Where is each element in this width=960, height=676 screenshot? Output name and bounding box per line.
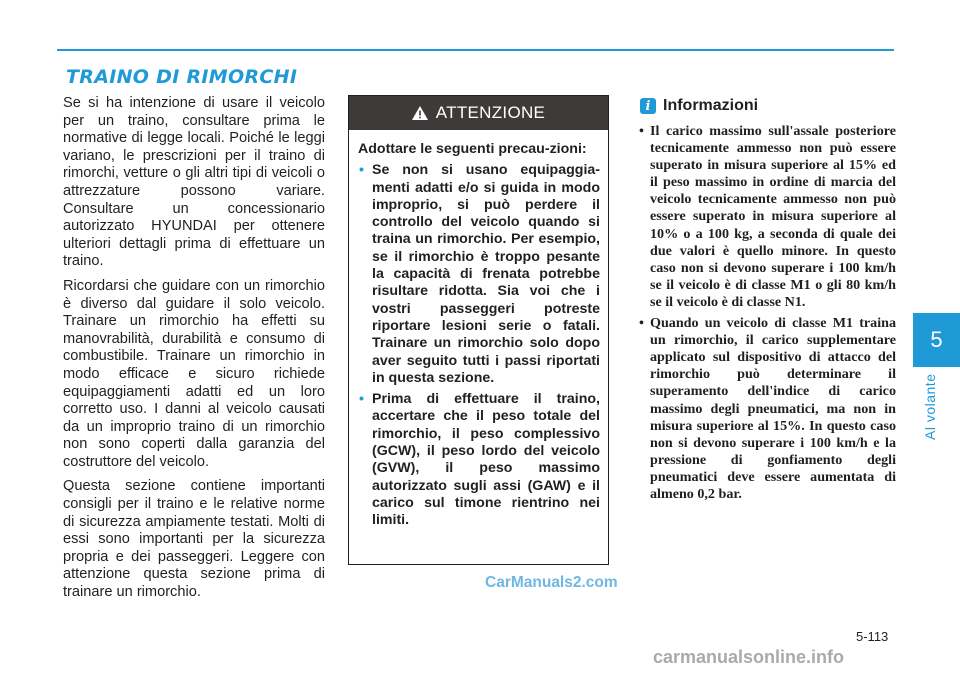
warning-item-text: Prima di effettuare il traino, accertare che il peso totale del rimorchio, il peso complessivo (GCW), il peso lordo del veicolo (GVW), il peso massimo autorizzato sugli assi (GAW) e il carico sul timone rientrino nei limiti. [372, 391, 600, 529]
info-header [640, 97, 896, 115]
page-number: 5-113 [856, 629, 889, 644]
info-title: Informazioni [663, 97, 759, 114]
bullet-icon: • [639, 315, 644, 332]
bullet-icon: • [359, 391, 364, 408]
info-item [640, 315, 896, 503]
warning-item-text: Se non si usano equipaggia-menti adatti e/o si guida in modo improprio, si può perdere il controllo del veicolo quando si traina un rimorchio. Per esempio, se il rimorchio è troppo pesante la capacità di frenata potrebbe risultare ridotta. Sia voi che i vostri passeggeri potreste riportare lesioni serie o fatali. Trainare un rimorchio solo dopo aver seguito tutti i passi riportati in questa sezione. [372, 162, 600, 386]
intro-paragraph-2: Ricordarsi che guidare con un rimorchio è diverso dal guidare il solo veicolo. Trainare un rimorchio ha effetti su manovrabilità, durabilità e consumo di combustibile. Trainare un rimorchio in modo efficace e sicuro richiede equipaggiamenti adatti ed un loro corretto uso. I danni al veicolo causati da un improprio traino di un rimorchio non sono coperti dalla garanzia del costruttore del veicolo. [63, 277, 325, 470]
footer-site-url[interactable]: carmanualsonline.info [653, 647, 845, 667]
intro-paragraph-3: Questa sezione contiene importanti consigli per il traino e le relative norme di sicurezza ampiamente testati. Molti di essi sono importanti per la sicurezza propria e dei passeggeri. Leggere con attenzione questa sezione prima di trainare un rimorchio. [63, 478, 325, 601]
warning-body [349, 130, 608, 530]
warning-item [358, 162, 600, 387]
warning-title: ATTENZIONE [435, 103, 546, 122]
intro-paragraph-1: Se si ha intenzione di usare il veicolo per un traino, consultare prima le normative di legge locali. Poiché le leggi variano, le prescrizioni per il traino di rimorchi, vetture o gli altri tipi di veicoli o attrezzature possono variare. Consultare un concessionario autorizzato HYUNDAI per ottenere ulteriori dettagli prima di effettuare un traino. [63, 95, 325, 270]
warning-item [358, 391, 600, 529]
warning-box [348, 95, 609, 565]
warning-triangle-icon [412, 106, 428, 120]
bullet-icon: • [639, 123, 644, 139]
intro-column [63, 95, 325, 609]
info-item-text: Quando un veicolo di classe M1 traina un rimorchio, il carico supplementare applicato sul dispositivo di attacco del rimorchio può determinare il superamento dell'indice di carico massimo degli pneumatici, ma non in misura superiore al 15%. In questo caso non si devono superare i 100 km/h e la pressione di gonfiamento degli pneumatici deve essere aumentata di almeno 0,2 bar. [650, 315, 896, 502]
info-icon: i [640, 98, 656, 114]
top-divider [57, 49, 894, 51]
bullet-icon: • [359, 162, 364, 179]
info-section [640, 97, 896, 507]
chapter-label: Al volante [922, 373, 938, 440]
section-title: TRAINO DI RIMORCHI [66, 66, 298, 88]
chapter-tab[interactable]: 5 [913, 313, 960, 367]
info-item [640, 123, 896, 311]
info-list [640, 123, 896, 503]
warning-list [358, 162, 600, 529]
info-item-text: Il carico massimo sull'assale posteriore tecnicamente ammesso non può essere superato in misura superiore al 15% ed il peso massimo in ordine di marcia del veicolo tecnicamente ammesso non può essere superato in misura superiore al 10% o a 100 kg, a seconda di quale dei due valori è quello minore. In questo caso non si devono superare i 100 km/h se il veicolo è di classe M1 o gli 80 km/h se il veicolo è di classe N1. [650, 123, 896, 310]
warning-header [349, 96, 608, 130]
watermark-link[interactable]: CarManuals2.com [485, 574, 618, 591]
warning-intro: Adottare le seguenti precau-zioni: [358, 141, 587, 157]
